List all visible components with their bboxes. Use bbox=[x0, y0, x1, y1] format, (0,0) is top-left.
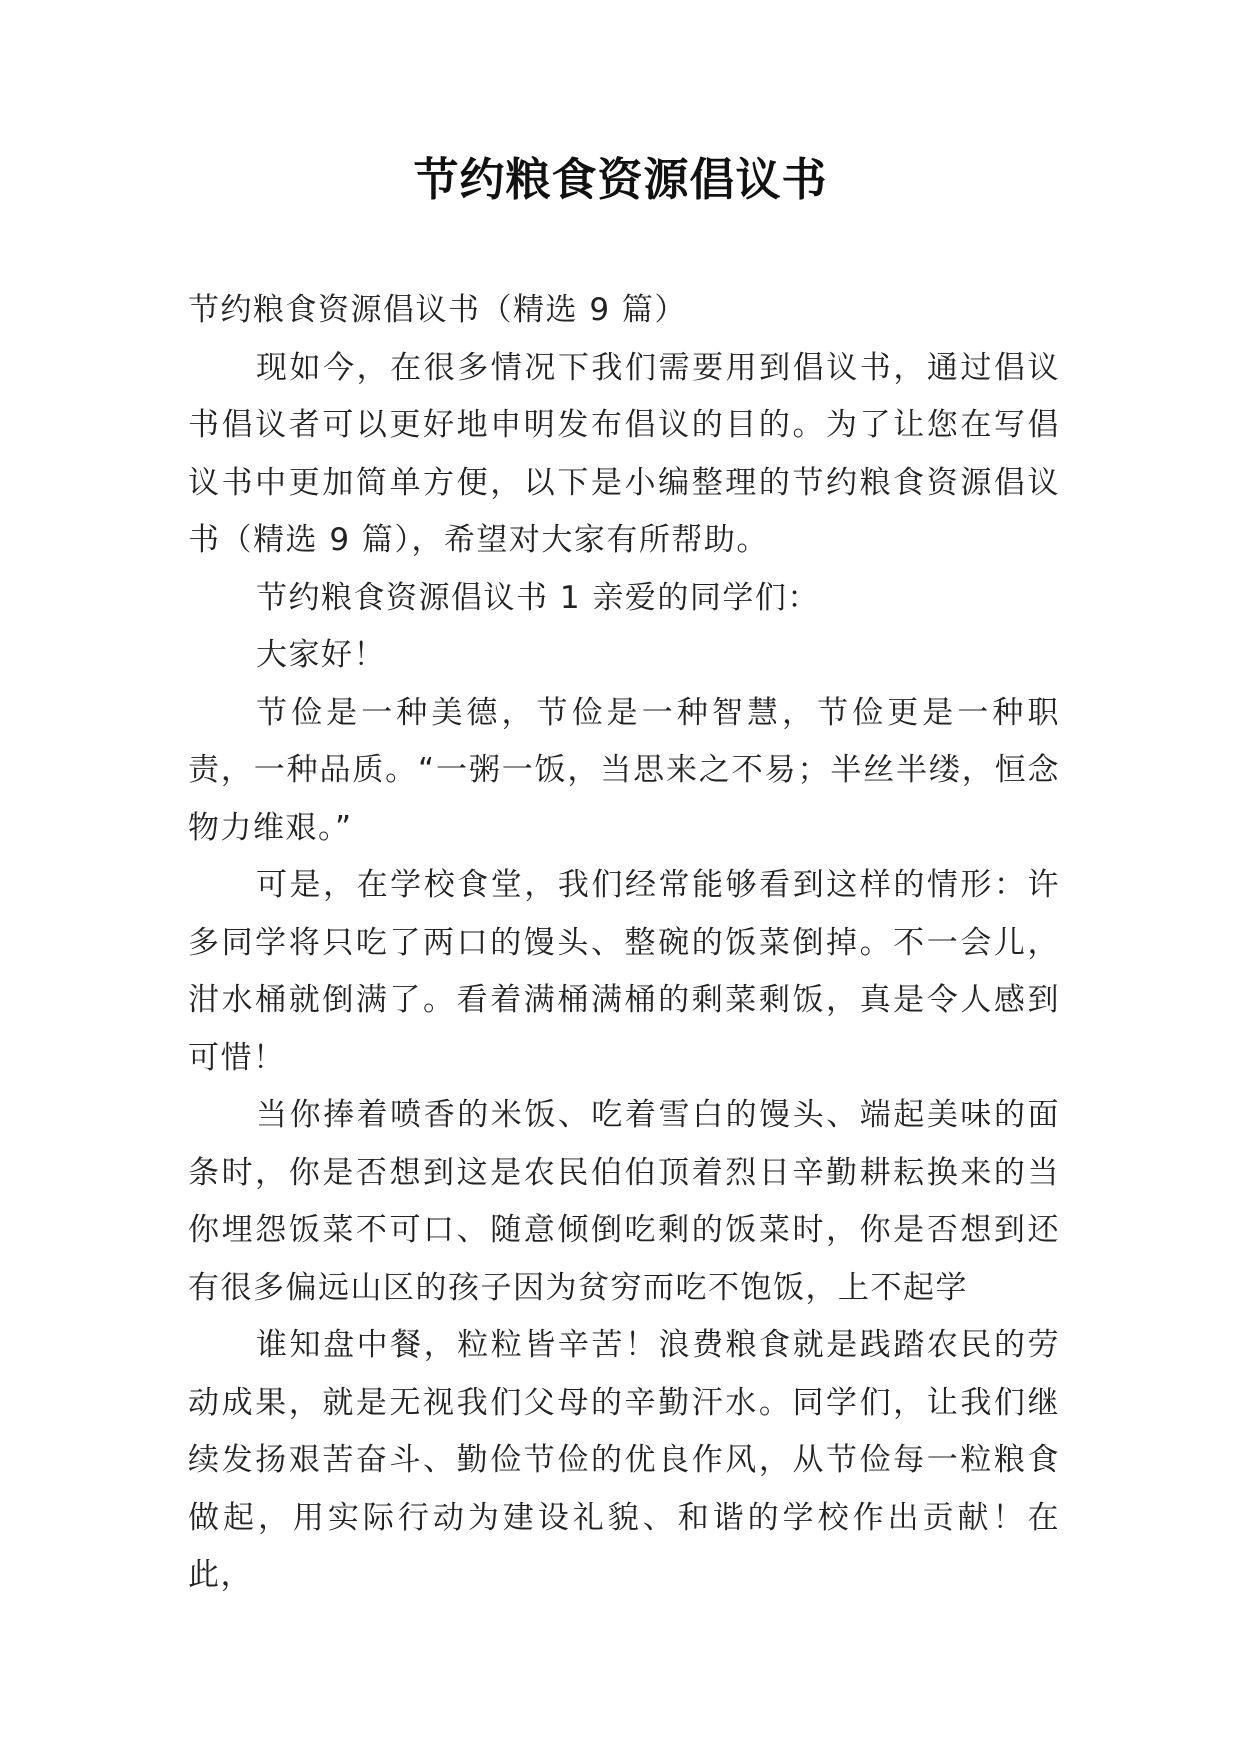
document-subtitle: 节约粮食资源倡议书（精选 9 篇） bbox=[188, 292, 687, 328]
paragraph-call-to-action: 谁知盘中餐，粒粒皆辛苦！浪费粮食就是践踏农民的劳动成果，就是无视我们父母的辛勤汗水。同学们，让我们继续发扬艰苦奋斗、勤俭节俭的优良作风，从节俭每一粒粮食做起，用实际行动为建设礼貌、和谐的学校作出贡献！在此， bbox=[188, 1327, 1060, 1593]
paragraph-letter-heading: 节约粮食资源倡议书 1 亲爱的同学们： bbox=[256, 579, 820, 616]
paragraph-greeting: 大家好！ bbox=[256, 637, 386, 673]
paragraph-farmers: 当你捧着喷香的米饭、吃着雪白的馒头、端起美味的面条时，你是否想到这是农民伯伯顶着烈日辛勤耕耘换来的当你埋怨饭菜不可口、随意倾倒吃剩的饭菜时，你是否想到还有很多偏远山区的孩子因为贫穷而吃不饱饭，上不起学 bbox=[188, 1097, 1060, 1306]
paragraph-virtue: 节俭是一种美德，节俭是一种智慧，节俭更是一种职责，一种品质。“一粥一饭，当思来之不易；半丝半缕，恒念物力维艰。” bbox=[188, 694, 1060, 846]
document-title: 节约粮食资源倡议书 bbox=[413, 153, 828, 206]
paragraph-intro: 现如今，在很多情况下我们需要用到倡议书，通过倡议书倡议者可以更好地申明发布倡议的目的。为了让您在写倡议书中更加简单方便，以下是小编整理的节约粮食资源倡议书（精选 9 篇），希望对大家有所帮助。 bbox=[188, 349, 1060, 558]
paragraph-canteen: 可是，在学校食堂，我们经常能够看到这样的情形：许多同学将只吃了两口的馒头、整碗的饭菜倒掉。不一会儿，泔水桶就倒满了。看着满桶满桶的剩菜剩饭，真是令人感到可惜！ bbox=[188, 867, 1060, 1076]
document-body bbox=[188, 282, 1060, 1605]
